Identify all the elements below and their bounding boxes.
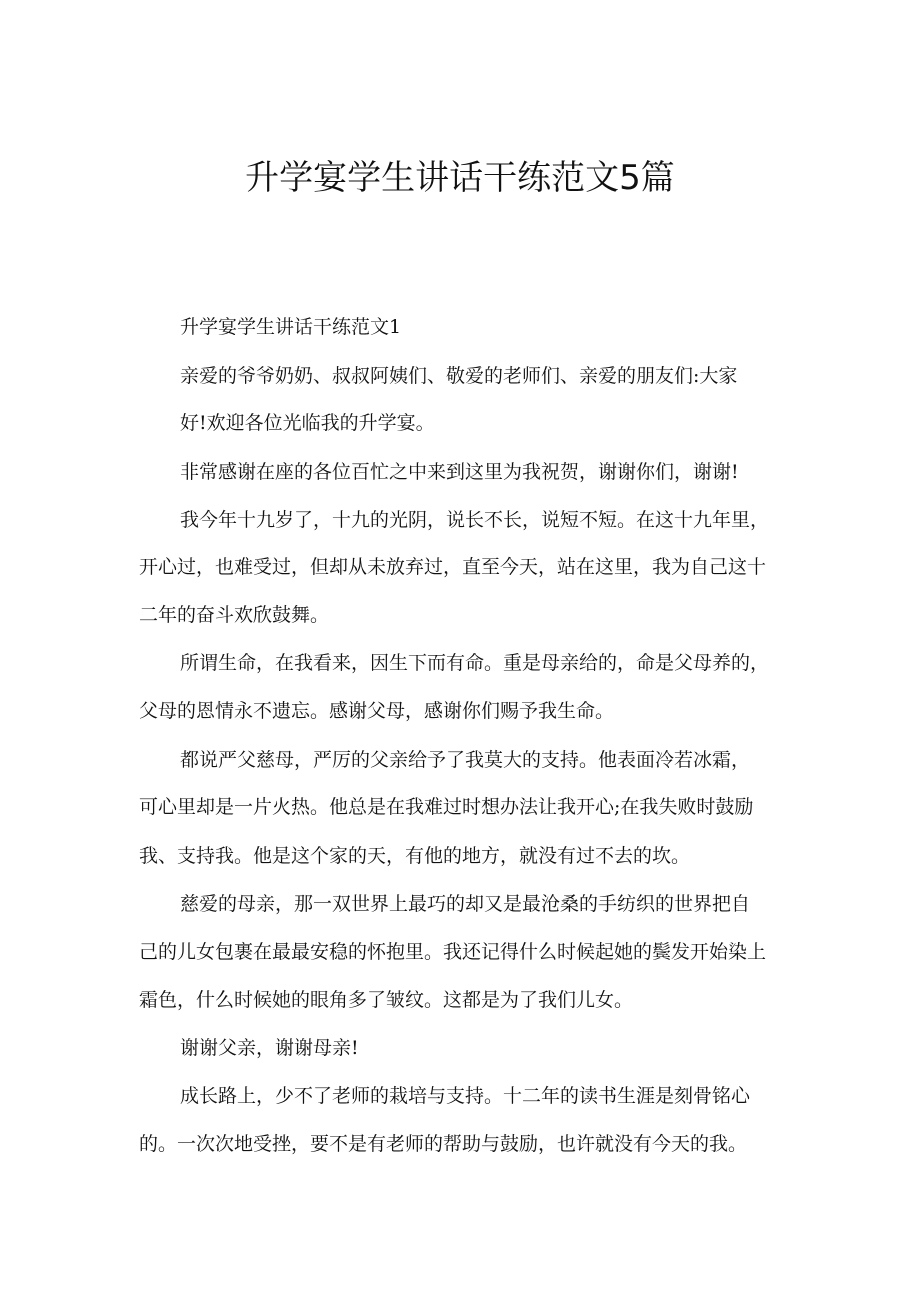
text-line: 都说严父慈母，严厉的父亲给予了我莫大的支持。他表面冷若冰霜， <box>180 749 751 771</box>
text-line: 成长路上，少不了老师的栽培与支持。十二年的读书生涯是刻骨铭心 <box>180 1085 751 1107</box>
text-line: 亲爱的爷爷奶奶、叔叔阿姨们、敬爱的老师们、亲爱的朋友们:大家 <box>180 365 738 387</box>
text-line: 开心过，也难受过，但却从未放弃过，直至今天，站在这里，我为自己这十 <box>139 556 767 578</box>
text-line: 父母的恩情永不遗忘。感谢父母，感谢你们赐予我生命。 <box>139 700 615 722</box>
text-line: 好!欢迎各位光临我的升学宴。 <box>180 412 435 434</box>
text-line: 的。一次次地受挫，要不是有老师的帮助与鼓励，也许就没有今天的我。 <box>139 1133 748 1155</box>
text-line: 己的儿女包裹在最最安稳的怀抱里。我还记得什么时候起她的鬓发开始染上 <box>139 941 767 963</box>
text-line: 二年的奋斗欢欣鼓舞。 <box>139 604 330 626</box>
text-line: 我、支持我。他是这个家的天，有他的地方，就没有过不去的坎。 <box>139 845 691 867</box>
document-title: 升学宴学生讲话干练范文5篇 <box>245 158 675 198</box>
text-line: 非常感谢在座的各位百忙之中来到这里为我祝贺，谢谢你们，谢谢! <box>180 461 739 483</box>
text-line: 慈爱的母亲，那一双世界上最巧的却又是最沧桑的手纺织的世界把自 <box>180 893 751 915</box>
text-line: 我今年十九岁了，十九的光阴，说长不长，说短不短。在这十九年里， <box>180 509 770 531</box>
section-heading: 升学宴学生讲话干练范文1 <box>180 316 402 338</box>
text-line: 可心里却是一片火热。他总是在我难过时想办法让我开心;在我失败时鼓励 <box>139 796 754 818</box>
text-line: 谢谢父亲，谢谢母亲! <box>180 1037 359 1059</box>
text-line: 所谓生命，在我看来，因生下而有命。重是母亲给的，命是父母养的， <box>180 652 770 674</box>
text-line: 霜色，什么时候她的眼角多了皱纹。这都是为了我们儿女。 <box>139 989 634 1011</box>
